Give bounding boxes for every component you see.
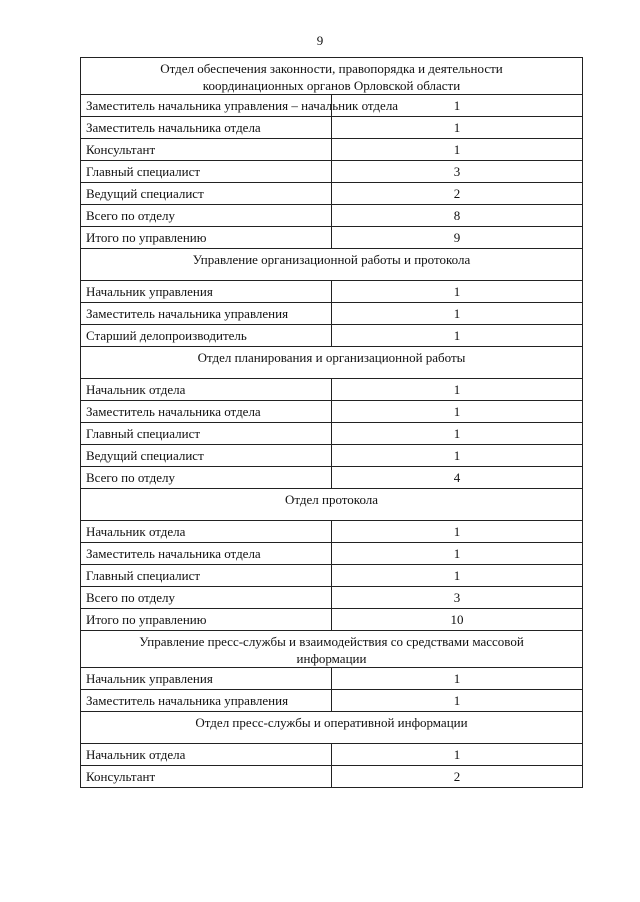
section-title-line: Управление пресс-службы и взаимодействия со средствами массовой <box>139 634 524 649</box>
table-row <box>81 183 583 205</box>
count-cell: 1 <box>332 281 583 303</box>
position-cell: Заместитель начальника отдела <box>81 401 332 423</box>
section-title <box>81 249 583 281</box>
count-cell: 1 <box>332 379 583 401</box>
position-cell: Всего по отделу <box>81 587 332 609</box>
position-cell: Старший делопроизводитель <box>81 325 332 347</box>
count-cell: 4 <box>332 467 583 489</box>
count-cell: 1 <box>332 690 583 712</box>
count-cell: 1 <box>332 401 583 423</box>
section-header <box>81 712 583 744</box>
table-row <box>81 690 583 712</box>
section-title-line: координационных органов Орловской области <box>202 78 461 93</box>
section-title-line: Отдел протокола <box>284 492 379 507</box>
table-row <box>81 95 583 117</box>
position-cell: Начальник отдела <box>81 379 332 401</box>
count-cell: 1 <box>332 521 583 543</box>
position-cell: Итого по управлению <box>81 609 332 631</box>
position-cell: Консультант <box>81 766 332 788</box>
position-cell: Заместитель начальника управления – начальник отдела <box>81 95 332 117</box>
section-title <box>81 347 583 379</box>
count-cell: 1 <box>332 325 583 347</box>
section-title <box>81 631 583 668</box>
count-cell: 1 <box>332 565 583 587</box>
table-row <box>81 766 583 788</box>
position-cell: Заместитель начальника отдела <box>81 543 332 565</box>
table-row <box>81 379 583 401</box>
section-header <box>81 631 583 668</box>
position-cell: Итого по управлению <box>81 227 332 249</box>
position-cell: Всего по отделу <box>81 205 332 227</box>
section-header <box>81 249 583 281</box>
table-row <box>81 423 583 445</box>
section-title-line: Управление организационной работы и протокола <box>192 252 471 267</box>
count-cell: 1 <box>332 423 583 445</box>
count-cell: 2 <box>332 183 583 205</box>
page-number: 9 <box>316 33 324 48</box>
position-cell: Главный специалист <box>81 565 332 587</box>
count-cell: 2 <box>332 766 583 788</box>
count-cell: 1 <box>332 543 583 565</box>
table-row <box>81 281 583 303</box>
count-cell: 1 <box>332 139 583 161</box>
count-cell: 1 <box>332 117 583 139</box>
table-row <box>81 668 583 690</box>
position-cell: Консультант <box>81 139 332 161</box>
section-header <box>81 347 583 379</box>
table-row <box>81 401 583 423</box>
table-row <box>81 543 583 565</box>
position-cell: Заместитель начальника управления <box>81 303 332 325</box>
table-row <box>81 445 583 467</box>
staff-table <box>80 57 583 788</box>
count-cell: 1 <box>332 445 583 467</box>
count-cell: 10 <box>332 609 583 631</box>
section-title <box>81 58 583 95</box>
position-cell: Ведущий специалист <box>81 183 332 205</box>
table-row <box>81 467 583 489</box>
count-cell: 3 <box>332 161 583 183</box>
table-row <box>81 161 583 183</box>
section-title-line: Отдел пресс-службы и оперативной информации <box>195 715 468 730</box>
section-header <box>81 489 583 521</box>
table-row <box>81 227 583 249</box>
section-header <box>81 58 583 95</box>
table-row <box>81 325 583 347</box>
table-row <box>81 117 583 139</box>
position-cell: Главный специалист <box>81 423 332 445</box>
table-row <box>81 744 583 766</box>
position-cell: Ведущий специалист <box>81 445 332 467</box>
count-cell: 1 <box>332 668 583 690</box>
position-cell: Начальник отдела <box>81 744 332 766</box>
count-cell: 1 <box>332 95 583 117</box>
table-row <box>81 521 583 543</box>
table-row <box>81 587 583 609</box>
position-cell: Начальник управления <box>81 668 332 690</box>
table-row <box>81 609 583 631</box>
position-cell: Заместитель начальника отдела <box>81 117 332 139</box>
section-title-line: информации <box>296 651 367 666</box>
section-title-line: Отдел обеспечения законности, правопорядка и деятельности <box>160 61 503 76</box>
position-cell: Заместитель начальника управления <box>81 690 332 712</box>
table-row <box>81 205 583 227</box>
table-row <box>81 565 583 587</box>
count-cell: 3 <box>332 587 583 609</box>
count-cell: 8 <box>332 205 583 227</box>
count-cell: 1 <box>332 744 583 766</box>
position-cell: Главный специалист <box>81 161 332 183</box>
count-cell: 1 <box>332 303 583 325</box>
section-title <box>81 712 583 744</box>
position-cell: Начальник отдела <box>81 521 332 543</box>
count-cell: 9 <box>332 227 583 249</box>
section-title <box>81 489 583 521</box>
table-row <box>81 303 583 325</box>
position-cell: Начальник управления <box>81 281 332 303</box>
position-cell: Всего по отделу <box>81 467 332 489</box>
table-row <box>81 139 583 161</box>
section-title-line: Отдел планирования и организационной работы <box>197 350 466 365</box>
